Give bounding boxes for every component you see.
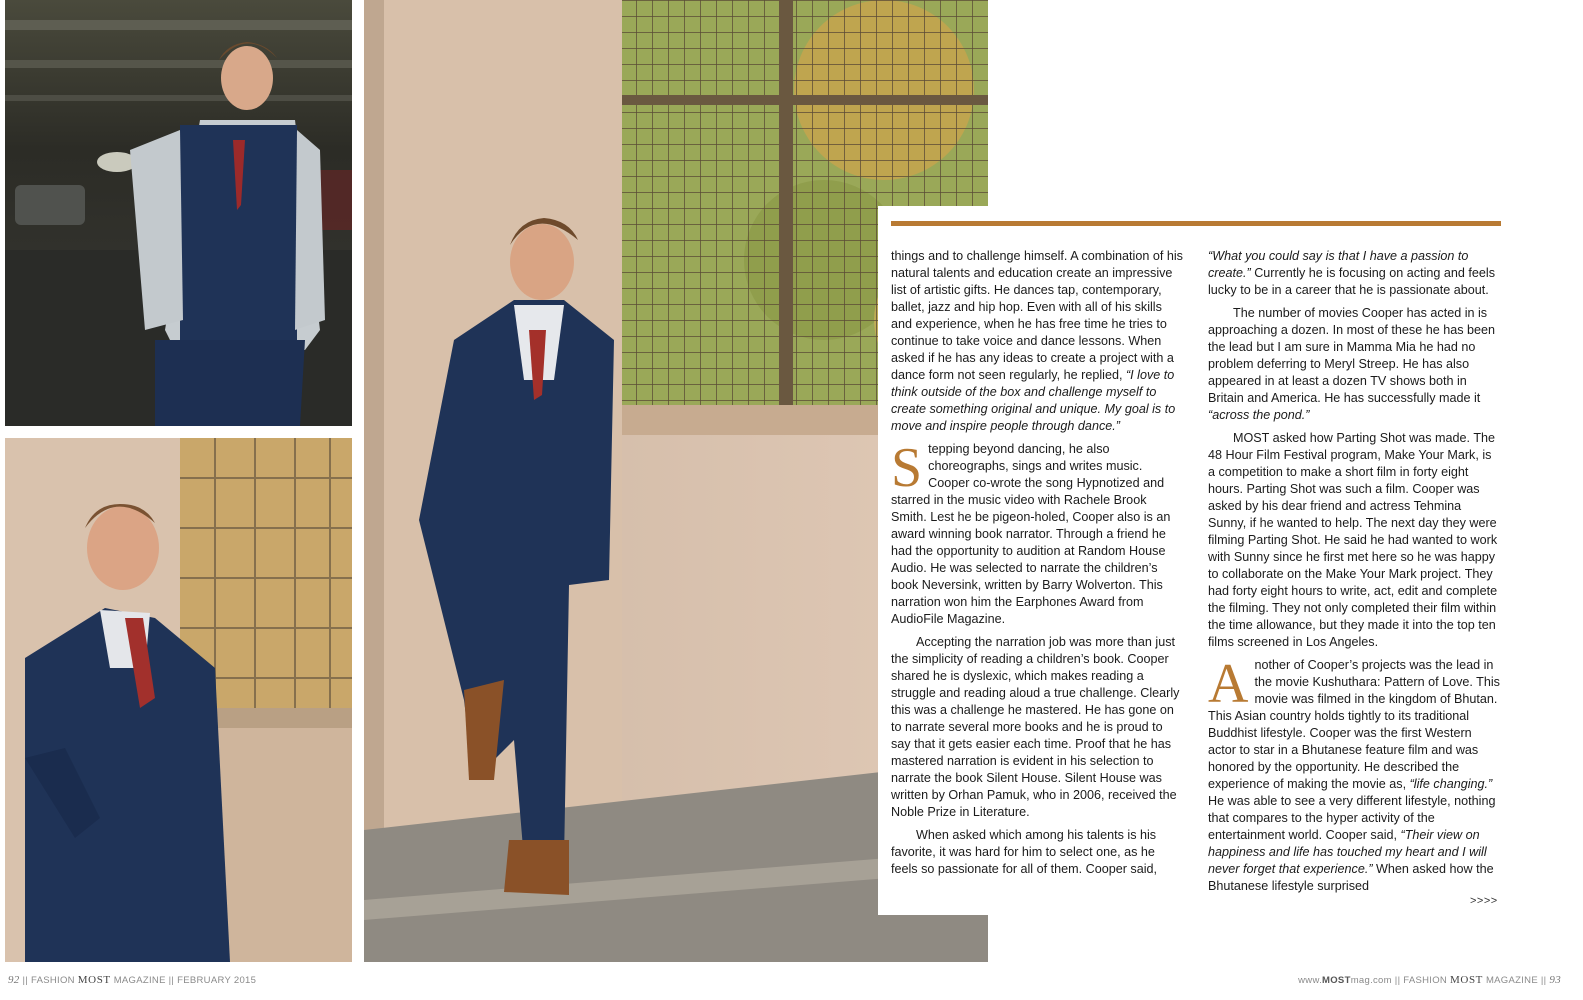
photo-window-portrait <box>5 438 352 962</box>
paragraph: “What you could say is that I have a passion to create.” Currently he is focusing on acting and feels lucky to be in a career that he is passionate about. <box>1208 249 1496 297</box>
quote: “life changing.” <box>1409 777 1493 791</box>
issue-date: FEBRUARY 2015 <box>177 975 257 986</box>
photo-parking-garage <box>5 0 352 426</box>
quote: “across the pond.” <box>1208 408 1310 422</box>
drop-cap: A <box>1208 653 1249 715</box>
paragraph: Accepting the narration job was more than just the simplicity of reading a children’s book. Cooper shared he is dyslexic, which makes reading a struggle and reading aloud a true challenge. Clearly this was a challenge he mastered. He has gone on to narrate several more books and he is proud to say that it gets easier each time. Proof that he has mastered narration is evident in his selection to narrate the book Silent House. Silent House was written by Orhan Pamuk, who in 2006, received the Noble Prize in Literature. <box>891 635 1180 819</box>
brand-most: MOST <box>77 974 111 986</box>
page-number: 92 <box>8 974 20 986</box>
footer-right: www.MOSTmag.com || FASHION MOST MAGAZINE || 93 <box>1298 974 1561 986</box>
brand-most: MOST <box>1450 974 1483 986</box>
drop-cap: S <box>891 437 923 499</box>
quote: “I love to think outside of the box and challenge myself to create something original and unique. My goal is to move and inspire people through dance.” <box>891 368 1176 433</box>
article-column-right <box>1208 248 1501 901</box>
article-column-left <box>891 248 1184 884</box>
continue-marker: >>>> <box>1470 895 1498 907</box>
paragraph: things and to challenge himself. A combination of his natural talents and education create an impressive list of artistic gifts. He dances tap, contemporary, ballet, jazz and hip hop. Even with all of his skills and experience, when he has free time he tries to continue to take voice and dance lessons. When asked if he has any ideas to create a project with a dance form not seen regularly, he replied, “I love to think outside of the box and challenge myself to create something original and unique. My goal is to move and inspire people through dance.” <box>891 249 1183 433</box>
website-link[interactable]: www.MOSTmag.com <box>1298 975 1392 986</box>
accent-rule <box>891 221 1501 226</box>
footer-left: 92 || FASHION MOST MAGAZINE || FEBRUARY 2015 <box>8 974 257 986</box>
paragraph: The number of movies Cooper has acted in is approaching a dozen. In most of these he has been the lead but I am sure in Mamma Mia he had no problem deferring to Meryl Streep. He has also appeared in at least a dozen TV shows both in Britain and America. He has successfully made it “across the pond.” <box>1208 306 1496 422</box>
quote: “Their view on happiness and life has touched my heart and I will never forget that experience.” <box>1208 828 1487 876</box>
paragraph: When asked which among his talents is his favorite, it was hard for him to select one, as he feels so passionate for all of them. Cooper said, <box>891 828 1158 876</box>
quote: “What you could say is that I have a passion to create.” <box>1208 249 1469 280</box>
page-number: 93 <box>1549 974 1561 986</box>
paragraph: Another of Cooper’s projects was the lead in the movie Kushuthara: Pattern of Love. This movie was filmed in the kingdom of Bhutan. This Asian country holds tightly to its traditional Buddhist lifestyle. Cooper was the first Western actor to star in a Bhutanese feature film and was honored by the opportunity. He described the experience of making the movie as, “life changing.” He was able to see a very different lifestyle, nothing that compares to the hyper activity of the entertainment world. Cooper said, “Their view on happiness and life has touched my heart and I will never forget that experience.” When asked how the Bhutanese lifestyle surprised <box>1208 653 1500 893</box>
paragraph: Stepping beyond dancing, he also choreographs, sings and writes music. Cooper co-wrote the song Hypnotized and starred in the music video with Rachele Brook Smith. Lest he be pigeon-holed, Cooper also is an award winning book narrator. Through a friend he had the opportunity to audition at Random House Audio. He was selected to narrate the children’s book Neversink, written by Barry Wolverton. This narration won him the Earphones Award from AudioFile Magazine. <box>891 437 1171 626</box>
paragraph: MOST asked how Parting Shot was made. The 48 Hour Film Festival program, Make Your Mark, is a competition to make a short film in forty eight hours. Parting Shot was such a film. Cooper was asked by his dear friend and actress Tehmina Sunny, if he wanted to help. The next day they were filming Parting Shot. He said he had wanted to work with Sunny since he first met here so he was happy to collaborate on the Make Your Mark project. They had forty eight hours to write, act, edit and complete the filming. They not only completed their film within the time allowance, but they made it into the top ten films screened in Los Angeles. <box>1208 431 1498 649</box>
